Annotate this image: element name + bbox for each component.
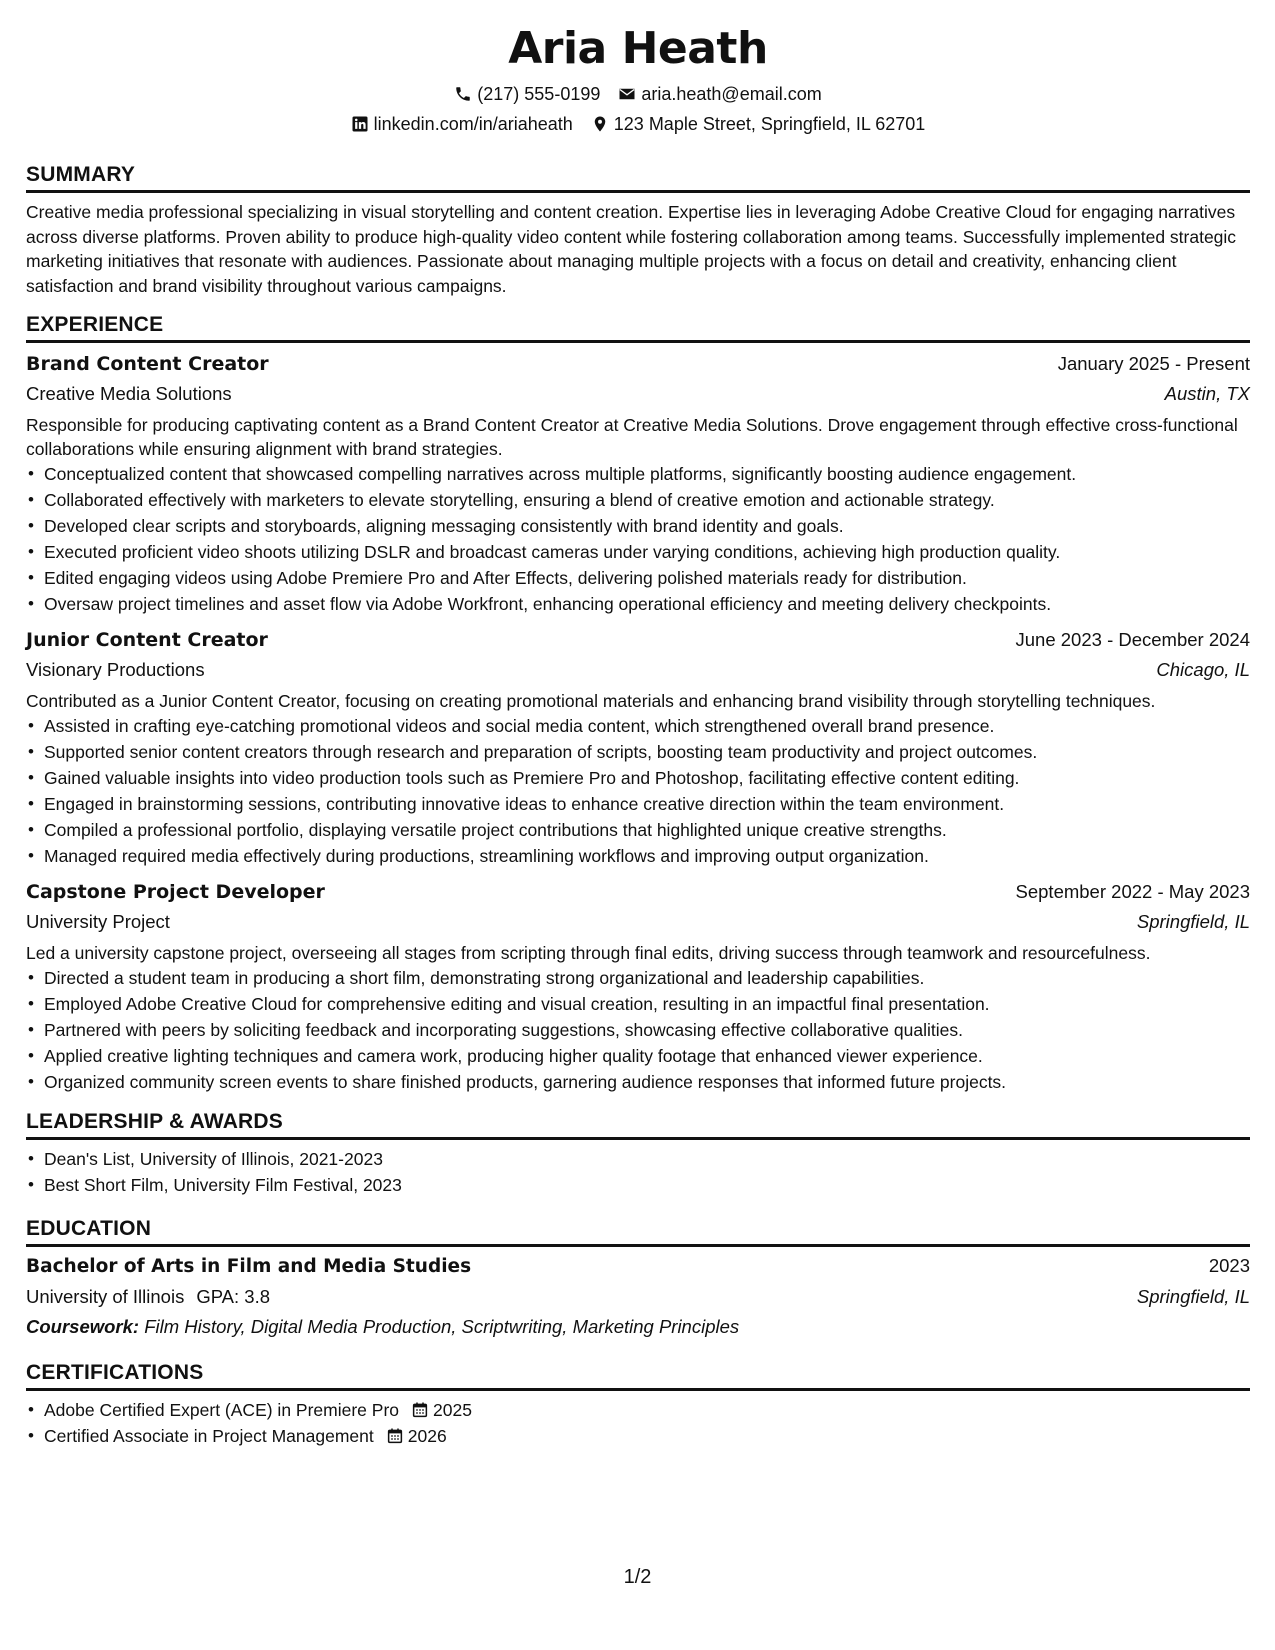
contact-line-1 (26, 80, 1250, 108)
phone-icon (454, 85, 472, 103)
job-date: January 2025 - Present (1057, 353, 1250, 374)
job-entry (26, 625, 1250, 869)
education-row-2 (26, 1282, 1250, 1312)
award-item: • Best Short Film, University Film Festival, 2023 (44, 1172, 1250, 1198)
certification-item (44, 1423, 1250, 1449)
award-item: • Dean's List, University of Illinois, 2021-2023 (44, 1146, 1250, 1172)
job-bullet: • Managed required media effectively during productions, streamlining workflows and improving output organization. (44, 843, 1250, 869)
contact-address (591, 110, 926, 138)
job-description: Responsible for producing captivating content as a Brand Content Creator at Creative Media Solutions. Drove engagement through effective cross-functional collaborations while ensuring alignment with brand strategies. (26, 415, 1238, 459)
calendar-icon (411, 1401, 429, 1419)
certification-name: • Adobe Certified Expert (ACE) in Premiere Pro (44, 1400, 399, 1420)
job-bullet: • Applied creative lighting techniques and camera work, producing higher quality footage that enhanced viewer experience. (44, 1043, 1250, 1069)
job-title: Junior Content Creator (26, 629, 268, 651)
phone-text[interactable]: (217) 555-0199 (477, 84, 601, 104)
job-location: Austin, TX (1164, 383, 1250, 404)
envelope-icon (618, 85, 636, 103)
graduation-year: 2023 (1208, 1255, 1250, 1276)
job-subheader (26, 907, 1250, 937)
education-location: Springfield, IL (1136, 1286, 1250, 1307)
job-location: Springfield, IL (1136, 911, 1250, 932)
education-row-1 (26, 1251, 1250, 1282)
job-bullet: • Executed proficient video shoots utilizing DSLR and broadcast cameras under varying conditions, achieving high production quality. (44, 539, 1250, 565)
job-bullet: • Collaborated effectively with marketers to elevate storytelling, ensuring a blend of creative emotion and actionable strategy. (44, 487, 1250, 513)
certification-item (44, 1397, 1250, 1423)
job-company: University Project (26, 911, 170, 932)
linkedin-icon (351, 115, 369, 133)
job-header (26, 877, 1250, 907)
job-subheader (26, 655, 1250, 685)
leadership-list (26, 1146, 1250, 1198)
summary-text: Creative media professional specializing in visual storytelling and content creation. Expertise lies in leveraging Adobe Creative Cloud for engaging narratives across diverse platforms. Proven ability to produce high-quality video content while fostering collaboration among teams. Successfully implemented strategic marketing initiatives that resonate with audiences. Passionate about managing multiple projects with a focus on detail and creativity, enhancing client satisfaction and brand visibility throughout various campaigns. (26, 202, 1237, 296)
job-company: Visionary Productions (26, 659, 205, 680)
section-heading: EDUCATION (26, 1216, 1250, 1247)
school-name: University of Illinois (26, 1286, 185, 1307)
coursework (26, 1312, 1250, 1342)
section-heading: LEADERSHIP & AWARDS (26, 1109, 1250, 1140)
job-company: Creative Media Solutions (26, 383, 232, 404)
summary-section (26, 162, 1250, 298)
contact-phone (454, 80, 600, 108)
job-bullet: • Gained valuable insights into video production tools such as Premiere Pro and Photoshop, facilitating effective content editing. (44, 765, 1250, 791)
job-title: Brand Content Creator (26, 353, 269, 375)
linkedin-text[interactable]: linkedin.com/in/ariaheath (373, 114, 573, 134)
section-heading: SUMMARY (26, 162, 1250, 193)
job-bullet: • Compiled a professional portfolio, displaying versatile project contributions that highlighted unique creative strengths. (44, 817, 1250, 843)
job-description: Led a university capstone project, overseeing all stages from scripting through final edits, driving success through teamwork and resourcefulness. (26, 943, 1151, 963)
coursework-label: Coursework: (26, 1316, 140, 1337)
certifications-section (26, 1360, 1250, 1449)
certifications-list (26, 1397, 1250, 1449)
job-bullet: • Organized community screen events to share finished products, garnering audience responses that informed future projects. (44, 1069, 1250, 1095)
contact-email (618, 80, 821, 108)
job-bullet: • Engaged in brainstorming sessions, contributing innovative ideas to enhance creative direction within the team environment. (44, 791, 1250, 817)
resume-page (26, 22, 1250, 1449)
job-location: Chicago, IL (1156, 659, 1250, 680)
experience-section (26, 312, 1250, 1095)
job-date: June 2023 - December 2024 (1015, 629, 1250, 650)
job-description: Contributed as a Junior Content Creator, focusing on creating promotional materials and enhancing brand visibility through storytelling techniques. (26, 691, 1156, 711)
job-bullet: • Partnered with peers by soliciting feedback and incorporating suggestions, showcasing effective collaborative qualities. (44, 1017, 1250, 1043)
job-entry (26, 349, 1250, 617)
jobs-list (26, 349, 1250, 1095)
job-bullet: • Conceptualized content that showcased compelling narratives across multiple platforms, significantly boosting audience engagement. (44, 461, 1250, 487)
section-heading: CERTIFICATIONS (26, 1360, 1250, 1391)
school (26, 1283, 270, 1311)
job-header (26, 349, 1250, 379)
degree: Bachelor of Arts in Film and Media Studies (26, 1256, 472, 1277)
leadership-section (26, 1109, 1250, 1198)
gpa: GPA: 3.8 (196, 1286, 271, 1307)
job-subheader (26, 379, 1250, 409)
education-section (26, 1216, 1250, 1342)
job-entry (26, 877, 1250, 1095)
calendar-icon (386, 1427, 404, 1445)
email-text[interactable]: aria.heath@email.com (641, 84, 822, 104)
job-bullet: • Developed clear scripts and storyboards, aligning messaging consistently with brand identity and goals. (44, 513, 1250, 539)
job-bullet: • Supported senior content creators through research and preparation of scripts, boosting team productivity and project outcomes. (44, 739, 1250, 765)
job-bullet: • Oversaw project timelines and asset flow via Adobe Workfront, enhancing operational efficiency and meeting delivery checkpoints. (44, 591, 1250, 617)
contact-line-2 (26, 110, 1250, 138)
job-header (26, 625, 1250, 655)
candidate-name: Aria Heath (508, 23, 768, 74)
certification-name: • Certified Associate in Project Management (44, 1426, 374, 1446)
certification-year: 2025 (411, 1397, 472, 1423)
certification-year: 2026 (386, 1423, 447, 1449)
job-bullets (26, 713, 1250, 869)
job-date: September 2022 - May 2023 (1015, 881, 1250, 902)
page-number: 1/2 (623, 1566, 652, 1588)
coursework-text: Film History, Digital Media Production, Scriptwriting, Marketing Principles (144, 1316, 740, 1337)
job-bullets (26, 461, 1250, 617)
job-bullet: • Assisted in crafting eye-catching promotional videos and social media content, which strengthened overall brand presence. (44, 713, 1250, 739)
job-bullet: • Directed a student team in producing a short film, demonstrating strong organizational and leadership capabilities. (44, 965, 1250, 991)
section-heading: EXPERIENCE (26, 312, 1250, 343)
map-pin-icon (591, 115, 609, 133)
job-title: Capstone Project Developer (26, 881, 325, 903)
contact-linkedin (351, 110, 573, 138)
address-text: 123 Maple Street, Springfield, IL 62701 (613, 114, 926, 134)
job-bullet: • Employed Adobe Creative Cloud for comprehensive editing and visual creation, resulting in an impactful final presentation. (44, 991, 1250, 1017)
job-bullet: • Edited engaging videos using Adobe Premiere Pro and After Effects, delivering polished materials ready for distribution. (44, 565, 1250, 591)
job-bullets (26, 965, 1250, 1095)
